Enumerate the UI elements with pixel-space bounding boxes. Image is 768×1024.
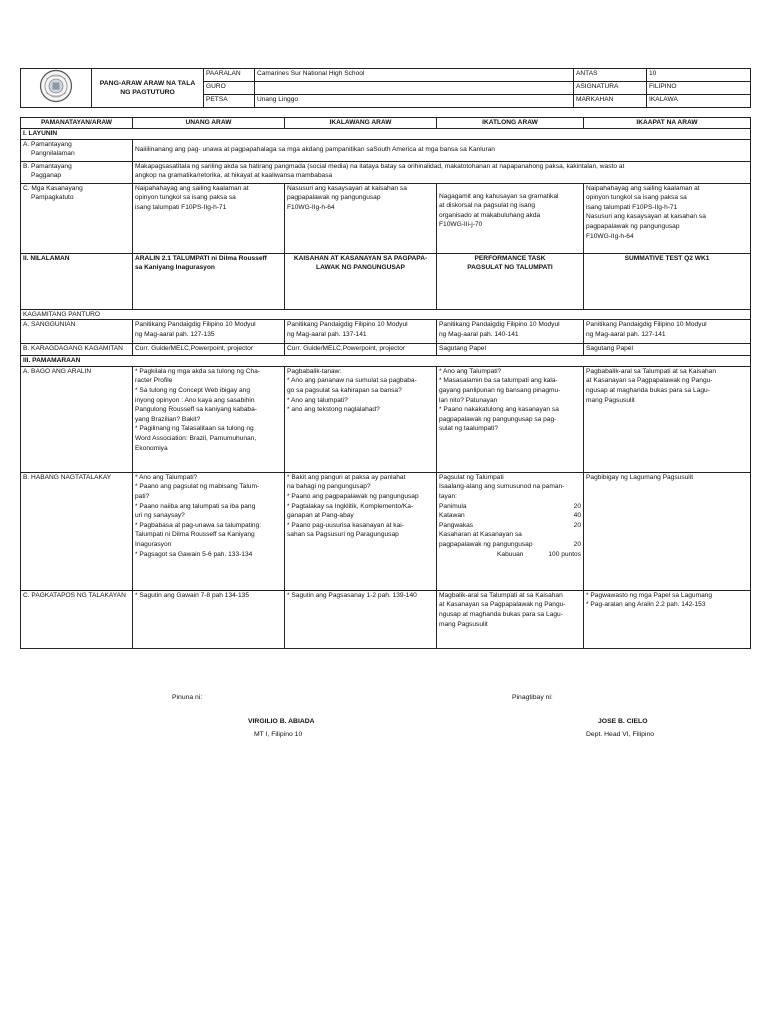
text-line: * Pagtalakay sa Ingklitik, Komplemento/Ka- — [287, 502, 414, 510]
cell-day4 — [584, 366, 751, 472]
text-line: * Pagwawasto ng mga Papel sa Lagumang — [586, 591, 713, 599]
rubric-points: 40 — [573, 512, 581, 520]
text-line: F10WG-IIi-j-70 — [439, 221, 483, 229]
approved-by-name: JOSE B. CIELO — [598, 718, 648, 725]
col-header-pamantayan: PAMANATAYAN/ARAW — [21, 118, 133, 129]
cell-day3 — [437, 320, 584, 344]
rubric-row — [439, 511, 581, 521]
text-line: Inagurasyon — [135, 540, 172, 548]
text-line: * Sa tulong ng Concept Web ibigay ang — [135, 386, 250, 394]
prepared-by-name: VIRGILIO B. ABIADA — [248, 718, 315, 725]
school-seal-icon — [34, 69, 78, 103]
text-line: SUMMATIVE TEST Q2 WK1 — [624, 254, 710, 262]
text-line: * Paano naiiba ang talumpati sa iba pang — [135, 502, 256, 510]
antas-value: 10 — [647, 69, 751, 82]
rubric-intro — [439, 473, 581, 502]
approved-by-title: Dept. Head VI, Filipino — [586, 731, 655, 738]
text-line: LAWAK NG PANGUNGUSAP — [316, 264, 405, 272]
row-habang-nagtatalakay — [21, 472, 751, 590]
prepared-by-label: Pinuna ni: — [172, 694, 203, 701]
text-line: mang Pagsusulit — [586, 396, 635, 404]
approved-by-label: Pinagtibay ni: — [512, 694, 553, 701]
text-line: Naipahahayag ang sailing kaalaman at — [135, 184, 249, 192]
cell-day1 — [133, 320, 285, 344]
row-label: B. HABANG NAGTATALAKAY — [21, 472, 133, 590]
row-sanggunian — [21, 320, 751, 344]
cell-day2 — [285, 472, 437, 590]
row-label: B. KARAGDAGANG KAGAMITAN — [21, 344, 133, 356]
text-line: * Paano ang pagsulat ng mabisang Talum- — [135, 483, 260, 491]
text-line: ng Mag-aaral pah. 137-141 — [287, 330, 367, 338]
text-line: * Ano ang talumpati? — [287, 396, 348, 404]
text-line: organisado at makabuluhang akda — [439, 211, 541, 219]
text-line: Pagsulat ng Talumpati — [439, 473, 504, 481]
text-line: Nagagamit ang kahusayan sa gramatikal — [439, 192, 559, 200]
text-line: isang talumpati F10PS-IIg-h-71 — [586, 203, 678, 211]
text-line: ngusap at maghanda bukas para sa Lagu- — [439, 610, 563, 618]
rubric-row — [439, 530, 581, 540]
cell-day2 — [285, 253, 437, 309]
cell-day1: Curr. Guide/MELC,Powerpoint, projector — [133, 344, 285, 356]
text-line: mang Pagsusulit — [439, 620, 488, 628]
rubric-row — [439, 502, 581, 512]
text-line: pati? — [135, 492, 150, 500]
text-line: sa Kaniyang Inagurasyon — [135, 264, 215, 272]
text-line: KAISAHAN AT KASANAYAN SA PAGPAPA- — [293, 254, 428, 262]
text-line: sahan sa Pagsusuri ng Paragungusap — [287, 531, 399, 539]
cell-day4 — [584, 472, 751, 590]
cell-day2 — [285, 320, 437, 344]
col-header-ikaapat-araw: IKAAPAT NA ARAW — [584, 118, 751, 129]
text-line: * Pagsagot sa Gawain 5-6 pah. 133-134 — [135, 550, 253, 558]
section-kagamitan: KAGAMITANG PANTURO — [21, 309, 751, 320]
antas-label: ANTAS — [574, 69, 647, 82]
rubric-item: Kasaharan at Kasanayan sa — [439, 531, 522, 539]
text-line: at Kasanayan sa Pagpapalawak ng Pangu- — [586, 377, 713, 385]
text-line: ngusap at maghanda bukas para sa Lagu- — [586, 386, 710, 394]
col-header-ikatlong-araw: IKATLONG ARAW — [437, 118, 584, 129]
text-line: * Pag-aralan ang Aralin 2.2 pah. 142-153 — [586, 601, 706, 609]
text-line: Pagbabalik-aral sa Talumpati at sa Kaisahan — [586, 367, 717, 375]
petsa-label: PETSA — [204, 95, 255, 108]
markahan-value: IKALAWA — [647, 95, 751, 108]
cell-day2: Curr. Guide/MELC,Powerpoint, projector — [285, 344, 437, 356]
cell-day4: Sagutang Papel — [584, 344, 751, 356]
cell-day2 — [285, 183, 437, 253]
cell-day4 — [584, 320, 751, 344]
row-label: A. Pamantayang Pangnilalaman — [21, 139, 133, 161]
cell-day3 — [437, 183, 584, 253]
text-line: ng Mag-aaral pah. 127-141 — [586, 330, 666, 338]
cell-day3 — [437, 366, 584, 472]
pangnilalaman-text: Naiiilinanang ang pag- unawa at pagpapahalaga sa mga akdang pampanitikan saSouth America at mga bansa sa Kanluran — [133, 139, 751, 161]
cell-day2 — [285, 366, 437, 472]
row-label: II. NILALAMAN — [21, 253, 133, 309]
column-header-row — [21, 118, 751, 129]
text-line: ARALIN 2.1 TALUMPATI ni Dilma Rousseff — [135, 254, 267, 262]
text-line: Isaalang-alang ang sumusunod na paman- — [439, 483, 565, 491]
text-line: F10WG-IIg-h-64 — [586, 232, 634, 240]
text-line: pagpapalawak ng pangungusap sa pag- — [439, 415, 557, 423]
row-label: B. Pamantayang Pagganap — [21, 161, 133, 183]
text-line: Nasusuri ang kasaysayan at kaisahan sa — [287, 184, 407, 192]
text-line: * Pagbabasa at pag-unawa sa talumpating: — [135, 521, 262, 529]
text-line: Word Association: Brazil, Pamumuhunan, — [135, 434, 257, 442]
asignatura-label: ASIGNATURA — [574, 82, 647, 95]
rubric-list — [439, 502, 581, 550]
col-header-unang-araw: UNANG ARAW — [133, 118, 285, 129]
text-line: opinyon tungkol sa isang paksa sa — [135, 194, 236, 202]
rubric-item: Panimula — [439, 502, 467, 510]
cell-day3: Sagutang Papel — [437, 344, 584, 356]
section-pamamaraan: III. PAMAMARAAN — [21, 356, 751, 367]
text-line: racter Profile — [135, 377, 173, 385]
text-line: lan nito? Patunayan — [439, 396, 498, 404]
text-line: Panitikang Pandaigdig Filipino 10 Modyul — [586, 321, 707, 329]
text-line: Pagbibigay ng Lagumang Pagsusulit — [586, 473, 694, 481]
text-line: * Paano nakakatulong ang kasanayan sa — [439, 406, 559, 414]
text-line: Pangulong Rousseff sa kaniyang kababa- — [135, 406, 257, 414]
cell-day3 — [437, 590, 584, 648]
cell-day1 — [133, 183, 285, 253]
text-line: pagpapalawak ng pangungusap — [586, 222, 680, 230]
text-line: Talumpati ni Dilma Rousseff sa Kaniyang — [135, 531, 255, 539]
text-line: * Sagutin ang Pagsasanay 1-2 pah. 139-140 — [287, 591, 417, 599]
form-title: PANG-ARAW ARAW NA TALA NG PAGTUTURO — [92, 69, 204, 108]
rubric-row — [439, 521, 581, 531]
text-line: uri ng sanaysay? — [135, 512, 185, 520]
school-logo — [21, 69, 92, 108]
rubric-points: 20 — [573, 540, 581, 548]
row-bago-ang-aralin — [21, 366, 751, 472]
text-line: Ekonomiya — [135, 444, 168, 452]
text-line: * Pagilinang ng Talasalitaan sa tulong ng — [135, 425, 254, 433]
lesson-log-sheet — [20, 68, 750, 649]
text-line: Magbalik-aral sa Talumpati at sa Kaisahan — [439, 591, 563, 599]
row-pagkatapos-ng-talakayan — [21, 590, 751, 648]
header-table — [20, 68, 751, 108]
text-line: opinyon tungkol sa isang paksa sa — [586, 194, 687, 202]
paaralan-value: Camarines Sur National High School — [255, 69, 574, 82]
rubric-item: Katawan — [439, 512, 465, 520]
row-pamantayang-pangnilalaman — [21, 139, 751, 161]
cell-day3 — [437, 472, 584, 590]
row-label: C. PAGKATAPOS NG TALAKAYAN — [21, 590, 133, 648]
text-line: * Pagkilala ng mga akda sa tulong ng Cha- — [135, 367, 260, 375]
text-line: Panitikang Pandaigdig Filipino 10 Modyul — [135, 321, 256, 329]
asignatura-value: FILIPINO — [647, 82, 751, 95]
text-line: Pagbabalik-tanaw: — [287, 367, 342, 375]
cell-day4 — [584, 183, 751, 253]
text-line: Naipahahayag ang sailing kaalaman at — [586, 184, 700, 192]
rubric-points: 20 — [573, 521, 581, 529]
cell-day4 — [584, 253, 751, 309]
text-line: inyong opinyon : Ano kaya ang sasabihin — [135, 396, 255, 404]
text-line: gayang panlipunan ng bansang pinagmu- — [439, 386, 561, 394]
text-line: yang Brazilian? Bakit? — [135, 415, 201, 423]
text-line: * Paano ang pagpapalawak ng pangungusap — [287, 492, 419, 500]
col-header-ikalawang-araw: IKALAWANG ARAW — [285, 118, 437, 129]
guro-label: GURO — [204, 82, 255, 95]
row-nilalaman — [21, 253, 751, 309]
row-label: A. SANGGUNIAN — [21, 320, 133, 344]
text-line: at diskorsal na pagsulat ng isang — [439, 202, 536, 210]
text-line: Panitikang Pandaigdig Filipino 10 Modyul — [439, 321, 560, 329]
text-line: * Paano pag-uusurisa kasanayan at kai- — [287, 521, 404, 529]
prepared-by-title: MT I, Filipino 10 — [254, 731, 303, 738]
text-line: tayan: — [439, 492, 457, 500]
text-line: ganapan at Pang-abay — [287, 512, 354, 520]
section-layunin: I. LAYUNIN — [21, 129, 751, 140]
text-line: isang talumpati F10PS-IIg-h-71 — [135, 203, 227, 211]
rubric-item: Pangwakas — [439, 521, 474, 529]
cell-day2 — [285, 590, 437, 648]
row-pamantayang-pagganap — [21, 161, 751, 183]
guro-value — [255, 82, 574, 95]
text-line: * Ano ang Talumpati? — [135, 473, 198, 481]
lesson-plan-table — [20, 117, 751, 649]
cell-day3 — [437, 253, 584, 309]
text-line: sulat ng taalumpati? — [439, 425, 499, 433]
text-line: at Kasanayan sa Pagpapalawak ng Pangu- — [439, 601, 566, 609]
text-line: PERFORMANCE TASK — [474, 254, 546, 262]
text-line: ng Mag-aaral pah. 140-141 — [439, 330, 519, 338]
row-label: C. Mga Kasanayang Pampagkatuto — [21, 183, 133, 253]
text-line: * Bakit ang panguri at paksa ay panlahat — [287, 473, 406, 481]
text-line: Panitikang Pandaigdig Filipino 10 Modyul — [287, 321, 408, 329]
petsa-value: Unang Linggo — [255, 95, 574, 108]
text-line: PAGSULAT NG TALUMPATI — [467, 264, 553, 272]
row-kasanayang-pampagkatuto — [21, 183, 751, 253]
text-line: * Ano ang pananaw na sumulat sa pagbaba- — [287, 377, 417, 385]
paaralan-label: PAARALAN — [204, 69, 255, 82]
cell-day4 — [584, 590, 751, 648]
rubric-item: pagpapalawak ng pangungusap — [439, 540, 533, 548]
pagganap-text: Makapagsasatitala ng sariling akda sa hatirang pangmada (social media) na itataya batay sa orihinalidad, makatotohanan at napapanahong paksa, kakintalan, wasto at angkop na gramatika/retorika, at hikayat at kaaliwansa mambabasa — [133, 161, 751, 183]
cell-day1 — [133, 366, 285, 472]
text-line: Nasusuri ang kasaysayan at kaisahan sa — [586, 213, 706, 221]
text-line: * Masasalamin ba sa talumpati ang kala- — [439, 377, 558, 385]
text-line: * ano ang tekstong naglalahad? — [287, 406, 380, 414]
text-line: * Ano ang Talumpati? — [439, 367, 502, 375]
text-line: ng Mag-aaral pah. 127-135 — [135, 330, 215, 338]
rubric-points: 20 — [573, 502, 581, 510]
cell-day1 — [133, 590, 285, 648]
row-label: A. BAGO ANG ARALIN — [21, 366, 133, 472]
cell-day1 — [133, 472, 285, 590]
rubric-total: Kabuuan 100 puntos — [497, 550, 581, 558]
row-karagdagang-kagamitan — [21, 344, 751, 356]
text-line: go sa pagsulat sa kahirapan sa bansa? — [287, 386, 402, 394]
text-line: na bahagi ng pangungusap? — [287, 483, 371, 491]
text-line: F10WG-IIg-h-64 — [287, 203, 335, 211]
markahan-label: MARKAHAN — [574, 95, 647, 108]
rubric-row — [439, 540, 581, 550]
text-line: pagpapalawak ng pangungusap — [287, 194, 381, 202]
cell-day1 — [133, 253, 285, 309]
text-line: * Sagutin ang Gawain 7-8 pah 134-135 — [135, 591, 250, 599]
